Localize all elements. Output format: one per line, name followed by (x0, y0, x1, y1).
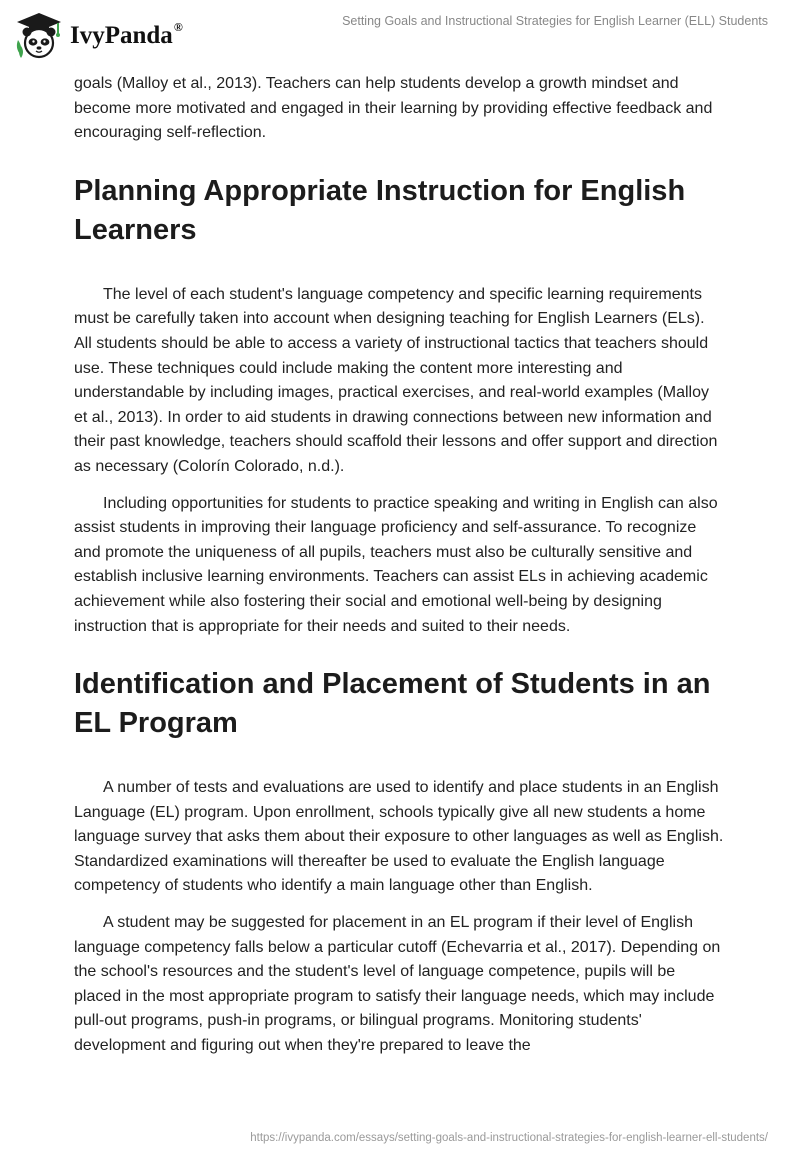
section-paragraph: A student may be suggested for placement in an EL program if their level of English language competency falls below a particular cutoff (Echevarria et al., 2017). Depending on the school's resources and the student's level of language competence, pupils will be placed in the most appropriate program to satisfy their language needs, which may include pull-out programs, push-in programs, or bilingual programs. Monitoring students' development and figuring out when they're prepared to leave the (74, 914, 721, 1055)
section-paragraph: A number of tests and evaluations are used to identify and place students in an English Language (EL) program. Upon enrollment, schools typically give all new students a home language survey that asks them about their exposure to other languages as well as English. Standardized examinations will thereafter be used to evaluate the English language competency of students who identify a main language other than English. (74, 779, 724, 895)
source-url[interactable]: https://ivypanda.com/essays/setting-goals-and-instructional-strategies-for-english-learner-ell-students/ (250, 1132, 768, 1144)
page-header (0, 0, 800, 70)
intro-paragraph: goals (Malloy et al., 2013). Teachers can help students develop a growth mindset and become more motivated and engaged in their learning by providing effective feedback and encouraging self-reflection. (74, 75, 713, 142)
section-heading-identification: Identification and Placement of Students in an EL Program (74, 668, 711, 740)
essay-content (74, 72, 724, 1071)
section-paragraph: Including opportunities for students to practice speaking and writing in English can also assist students in improving their language proficiency and self-assurance. To recognize and promote the uniqueness of all pupils, teachers must also be culturally sensitive and establish inclusive learning environments. Teachers can assist ELs in achieving academic achievement while also fostering their social and emotional well-being by designing instruction that is appropriate for their needs and suited to their needs. (74, 494, 718, 635)
brand-logo[interactable] (14, 10, 214, 60)
section-paragraph: The level of each student's language competency and specific learning requirements must be carefully taken into account when designing teaching for English Learners (ELs). All students should be able to access a variety of instructional tactics that teachers should use. These techniques could include making the content more interesting and understandable by including images, practical exercises, and real-world examples (Malloy et al., 2013). In order to aid students in drawing connections between new information and their past knowledge, teachers should scaffold their lessons and offer support and direction as necessary (Colorín Colorado, n.d.). (74, 285, 718, 475)
brand-name: IvyPanda® (70, 20, 183, 49)
document-title: Setting Goals and Instructional Strategies for English Learner (ELL) Students (342, 14, 768, 28)
section-heading-planning: Planning Appropriate Instruction for English Learners (74, 174, 686, 246)
panda-graduate-icon (14, 10, 64, 60)
registered-mark: ® (173, 20, 183, 34)
